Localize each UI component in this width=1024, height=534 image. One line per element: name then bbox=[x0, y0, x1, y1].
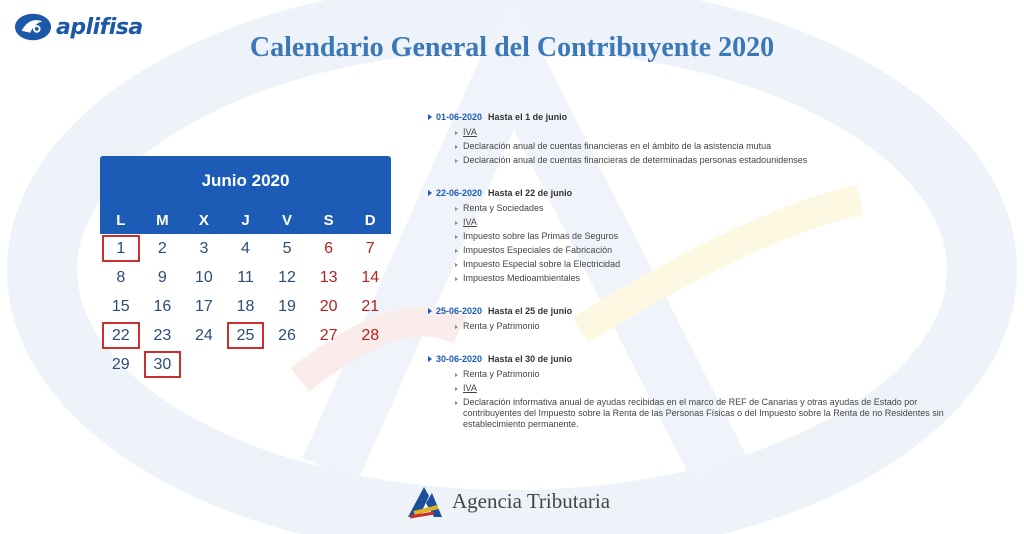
calendar-day[interactable]: 8 bbox=[116, 268, 126, 286]
bullet-icon bbox=[455, 159, 458, 163]
weekday-label: V bbox=[282, 211, 293, 229]
weekday-label: S bbox=[323, 211, 334, 229]
deadline-item-text: Renta y Patrimonio bbox=[463, 369, 540, 379]
calendar-day[interactable]: 20 bbox=[319, 297, 338, 315]
calendar-day[interactable]: 14 bbox=[361, 268, 380, 286]
arrow-icon bbox=[428, 190, 432, 196]
deadline-item bbox=[428, 155, 958, 166]
calendar-day[interactable]: 27 bbox=[319, 326, 338, 344]
deadline-item-link[interactable]: IVA bbox=[463, 127, 477, 137]
calendar-day[interactable]: 16 bbox=[153, 297, 172, 315]
calendar-empty-cell bbox=[268, 351, 306, 378]
calendar-day[interactable]: 28 bbox=[361, 326, 380, 344]
agencia-tributaria-logo bbox=[404, 483, 610, 519]
calendar-day[interactable]: 30 bbox=[144, 351, 182, 378]
calendar-empty-cell bbox=[185, 351, 223, 378]
calendar-day[interactable]: 9 bbox=[157, 268, 167, 286]
weekday-label: X bbox=[198, 211, 209, 229]
deadline-item bbox=[428, 245, 958, 256]
calendar-day[interactable]: 7 bbox=[365, 239, 375, 257]
deadline-item bbox=[428, 321, 958, 332]
bullet-icon bbox=[455, 277, 458, 281]
bullet-icon bbox=[455, 387, 458, 391]
calendar-day[interactable]: 2 bbox=[157, 239, 167, 257]
bullet-icon bbox=[455, 249, 458, 253]
deadline-header bbox=[428, 304, 958, 318]
calendar-day[interactable]: 5 bbox=[282, 239, 292, 257]
bullet-icon bbox=[455, 235, 458, 239]
bullet-icon bbox=[455, 131, 458, 135]
weekday-label: L bbox=[116, 211, 126, 229]
deadline-group bbox=[428, 110, 958, 166]
calendar-empty-cell bbox=[351, 351, 389, 378]
deadline-item bbox=[428, 369, 958, 380]
calendar-month-header: Junio 2020 bbox=[100, 156, 391, 206]
deadline-group bbox=[428, 352, 958, 430]
deadline-item-text: Declaración informativa anual de ayudas recibidas en el marco de REF de Canarias y otras ayudas de Estado por contribuyentes del Impuesto sobre la Renta de las Personas Físicas o del Impuesto sobre la Renta de no Residentes sin establecimiento permanente. bbox=[463, 397, 944, 429]
calendar-day[interactable]: 15 bbox=[111, 297, 130, 315]
calendar-day[interactable]: 23 bbox=[153, 326, 172, 344]
deadline-item-text: Impuestos Especiales de Fabricación bbox=[463, 245, 613, 255]
calendar-day[interactable]: 3 bbox=[199, 239, 209, 257]
calendar-day[interactable]: 21 bbox=[361, 297, 380, 315]
deadline-date-link[interactable]: 22-06-2020 bbox=[436, 188, 483, 198]
calendar-day[interactable]: 1 bbox=[102, 235, 140, 262]
deadline-item-link[interactable]: IVA bbox=[463, 383, 477, 393]
arrow-icon bbox=[428, 356, 432, 362]
calendar-day[interactable]: 19 bbox=[278, 297, 296, 315]
calendar-day[interactable]: 24 bbox=[195, 326, 213, 344]
calendar-empty-cell bbox=[227, 351, 265, 378]
deadline-item-text: Impuesto sobre las Primas de Seguros bbox=[463, 231, 619, 241]
deadline-list bbox=[428, 110, 958, 450]
calendar-day[interactable]: 11 bbox=[237, 268, 254, 286]
deadline-header bbox=[428, 352, 958, 366]
calendar-day[interactable]: 12 bbox=[278, 268, 296, 286]
deadline-item-text: Impuesto Especial sobre la Electricidad bbox=[463, 259, 621, 269]
deadline-item-text: Renta y Patrimonio bbox=[463, 321, 540, 331]
deadline-group bbox=[428, 186, 958, 284]
deadline-item bbox=[428, 397, 958, 430]
calendar-day[interactable]: 13 bbox=[319, 268, 338, 286]
weekday-label: M bbox=[156, 211, 169, 229]
calendar-day[interactable]: 4 bbox=[241, 239, 250, 257]
calendar-day[interactable]: 18 bbox=[236, 297, 255, 315]
deadline-title: Hasta el 30 de junio bbox=[488, 354, 573, 364]
calendar-day[interactable]: 26 bbox=[278, 326, 296, 344]
calendar-day[interactable]: 22 bbox=[102, 322, 140, 349]
arrow-icon bbox=[428, 308, 432, 314]
deadline-header bbox=[428, 186, 958, 200]
deadline-item bbox=[428, 141, 958, 152]
calendar-day[interactable]: 6 bbox=[324, 239, 334, 257]
bullet-icon bbox=[455, 207, 458, 211]
deadline-item bbox=[428, 383, 958, 394]
deadline-item-text: Impuestos Medioambientales bbox=[463, 273, 581, 283]
logo-text: aplifisa bbox=[56, 14, 143, 40]
deadline-date-link[interactable]: 25-06-2020 bbox=[436, 306, 483, 316]
deadline-group bbox=[428, 304, 958, 332]
arrow-icon bbox=[428, 114, 432, 120]
deadline-title: Hasta el 25 de junio bbox=[488, 306, 573, 316]
deadline-item bbox=[428, 127, 958, 138]
deadline-title: Hasta el 1 de junio bbox=[488, 112, 568, 122]
deadline-title: Hasta el 22 de junio bbox=[488, 188, 573, 198]
deadline-header bbox=[428, 110, 958, 124]
deadline-item bbox=[428, 203, 958, 214]
deadline-item-text: Declaración anual de cuentas financieras en el ámbito de la asistencia mutua bbox=[463, 141, 772, 151]
deadline-date-link[interactable]: 01-06-2020 bbox=[436, 112, 483, 122]
calendar-empty-cell bbox=[310, 351, 348, 378]
bullet-icon bbox=[455, 263, 458, 267]
bullet-icon bbox=[455, 221, 458, 225]
bullet-icon bbox=[455, 145, 458, 149]
calendar-day[interactable]: 25 bbox=[227, 322, 265, 349]
deadline-date-link[interactable]: 30-06-2020 bbox=[436, 354, 483, 364]
deadline-item-text: Declaración anual de cuentas financieras de determinadas personas estadounidenses bbox=[463, 155, 808, 165]
deadline-item-link[interactable]: IVA bbox=[463, 217, 477, 227]
bullet-icon bbox=[455, 325, 458, 329]
calendar-day[interactable]: 10 bbox=[195, 268, 213, 286]
page-title: Calendario General del Contribuyente 2020 bbox=[249, 32, 775, 63]
deadline-item bbox=[428, 217, 958, 228]
weekday-label: D bbox=[364, 211, 376, 229]
deadline-item bbox=[428, 273, 958, 284]
deadline-item bbox=[428, 231, 958, 242]
weekday-label: J bbox=[241, 211, 250, 229]
calendar-day[interactable]: 29 bbox=[111, 355, 130, 373]
calendar-grid bbox=[100, 234, 391, 379]
calendar-weekday-row bbox=[100, 206, 391, 234]
deadline-item bbox=[428, 259, 958, 270]
footer-text: Agencia Tributaria bbox=[452, 488, 611, 513]
deadline-item-text: Renta y Sociedades bbox=[463, 203, 544, 213]
agencia-tributaria-logo-icon bbox=[404, 483, 444, 519]
bullet-icon bbox=[455, 373, 458, 377]
calendar-day[interactable]: 17 bbox=[195, 297, 213, 315]
bullet-icon bbox=[455, 401, 458, 405]
calendar bbox=[100, 156, 391, 379]
